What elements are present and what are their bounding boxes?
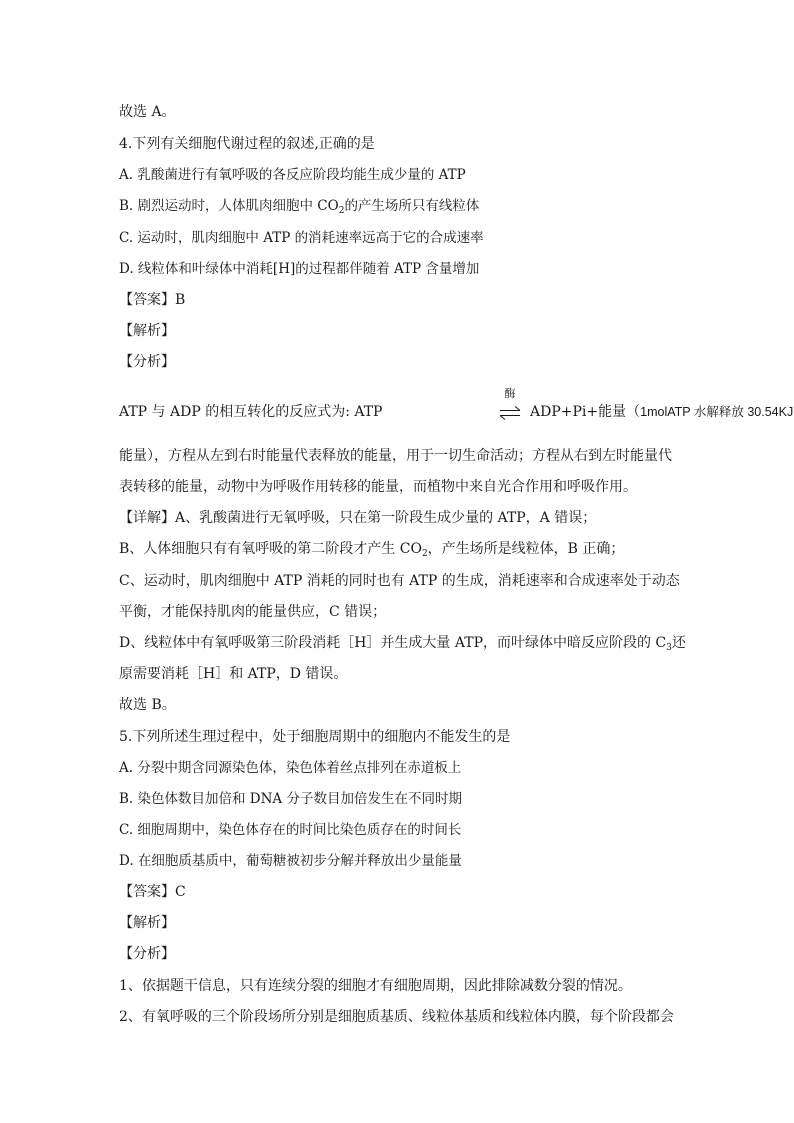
analysis-subheading: 【分析】 [119,946,175,962]
reversible-arrow [498,388,522,428]
question-4-option-a: A. 乳酸菌进行有氧呼吸的各反应阶段均能生成少量的 ATP [119,167,466,183]
text-span: B. 剧烈运动时，人体肌肉细胞中 CO [119,198,339,214]
equilibrium-arrow-icon [499,406,521,420]
equation-left: ATP 与 ADP 的相互转化的反应式为: ATP [119,404,383,420]
text-line: 故选 A。 [119,104,176,120]
question-5-option-b: B. 染色体数目加倍和 DNA 分子数目加倍发生在不同时期 [119,791,462,807]
analysis-subheading: 【分析】 [119,354,175,370]
equation-right [530,401,793,421]
text-span: 的产生场所只有线粒体 [344,198,480,214]
analysis-label: 【解析】 [119,323,175,339]
text-span: ADP+Pi+能量（ [530,404,641,420]
question-4-option-c: C. 运动时，肌肉细胞中 ATP 的消耗速率远高于它的合成速率 [119,230,484,246]
question-4-option-b [119,196,479,216]
subscript: 2 [421,549,428,559]
text-line: 1、依据题干信息，只有连续分裂的细胞才有细胞周期，因此排除减数分裂的情况。 [119,978,632,994]
reaction-equation [119,387,794,433]
question-4-stem: 4.下列有关细胞代谢过程的叙述,正确的是 [119,136,375,152]
question-4-option-d: D. 线粒体和叶绿体中消耗[H]的过程都伴随着 ATP 含量增加 [119,261,480,277]
question-5-option-c: C. 细胞周期中，染色体存在的时间比染色质存在的时间长 [119,822,462,838]
detail-b [119,539,624,559]
detail-a: 【详解】A、乳酸菌进行无氧呼吸，只在第一阶段生成少量的 ATP，A 错误； [119,510,597,526]
detail-c-line-2: 平衡，才能保持肌肉的能量供应，C 错误； [119,604,387,620]
question-5-option-a: A. 分裂中期含同源染色体，染色体着丝点排列在赤道板上 [119,760,462,776]
question-5-option-d: D. 在细胞质基质中，葡萄糖被初步分解并释放出少量能量 [119,853,462,869]
enzyme-label: 酶 [504,387,516,400]
subscript: 2 [338,206,345,216]
text-span: 还 [671,635,686,651]
question-5-stem: 5.下列所述生理过程中，处于细胞周期中的细胞内不能发生的是 [119,729,511,745]
detail-d-line-1 [119,633,686,653]
text-span: D、线粒体中有氧呼吸第三阶段消耗［H］并生成大量 ATP，而叶绿体中暗反应阶段的 C [119,635,667,651]
detail-d-line-2: 原需要消耗［H］和 ATP，D 错误。 [119,666,348,682]
analysis-label: 【解析】 [119,915,175,931]
subscript: 3 [666,643,672,653]
text-span: ，产生场所是线粒体，B 正确； [427,541,625,557]
text-line: 表转移的能量，动物中为呼吸作用转移的能量，而植物中来自光合作用和呼吸作用。 [119,479,637,495]
text-span: 1molATP 水解释放 30.54KJ [640,405,794,419]
text-line: 故选 B。 [119,697,176,713]
answer-label: 【答案】B [119,292,186,308]
text-line: 2、有氧呼吸的三个阶段场所分别是细胞质基质、线粒体基质和线粒体内膜，每个阶段都会 [119,1009,674,1025]
text-span: B、人体细胞只有有氧呼吸的第二阶段才产生 CO [119,541,422,557]
text-line: 能量），方程从左到右时能量代表释放的能量，用于一切生命活动；方程从右到左时能量代 [119,448,672,464]
answer-label: 【答案】C [119,884,186,900]
detail-c-line-1: C、运动时，肌肉细胞中 ATP 消耗的同时也有 ATP 的生成，消耗速率和合成速率处于动态 [119,573,680,589]
